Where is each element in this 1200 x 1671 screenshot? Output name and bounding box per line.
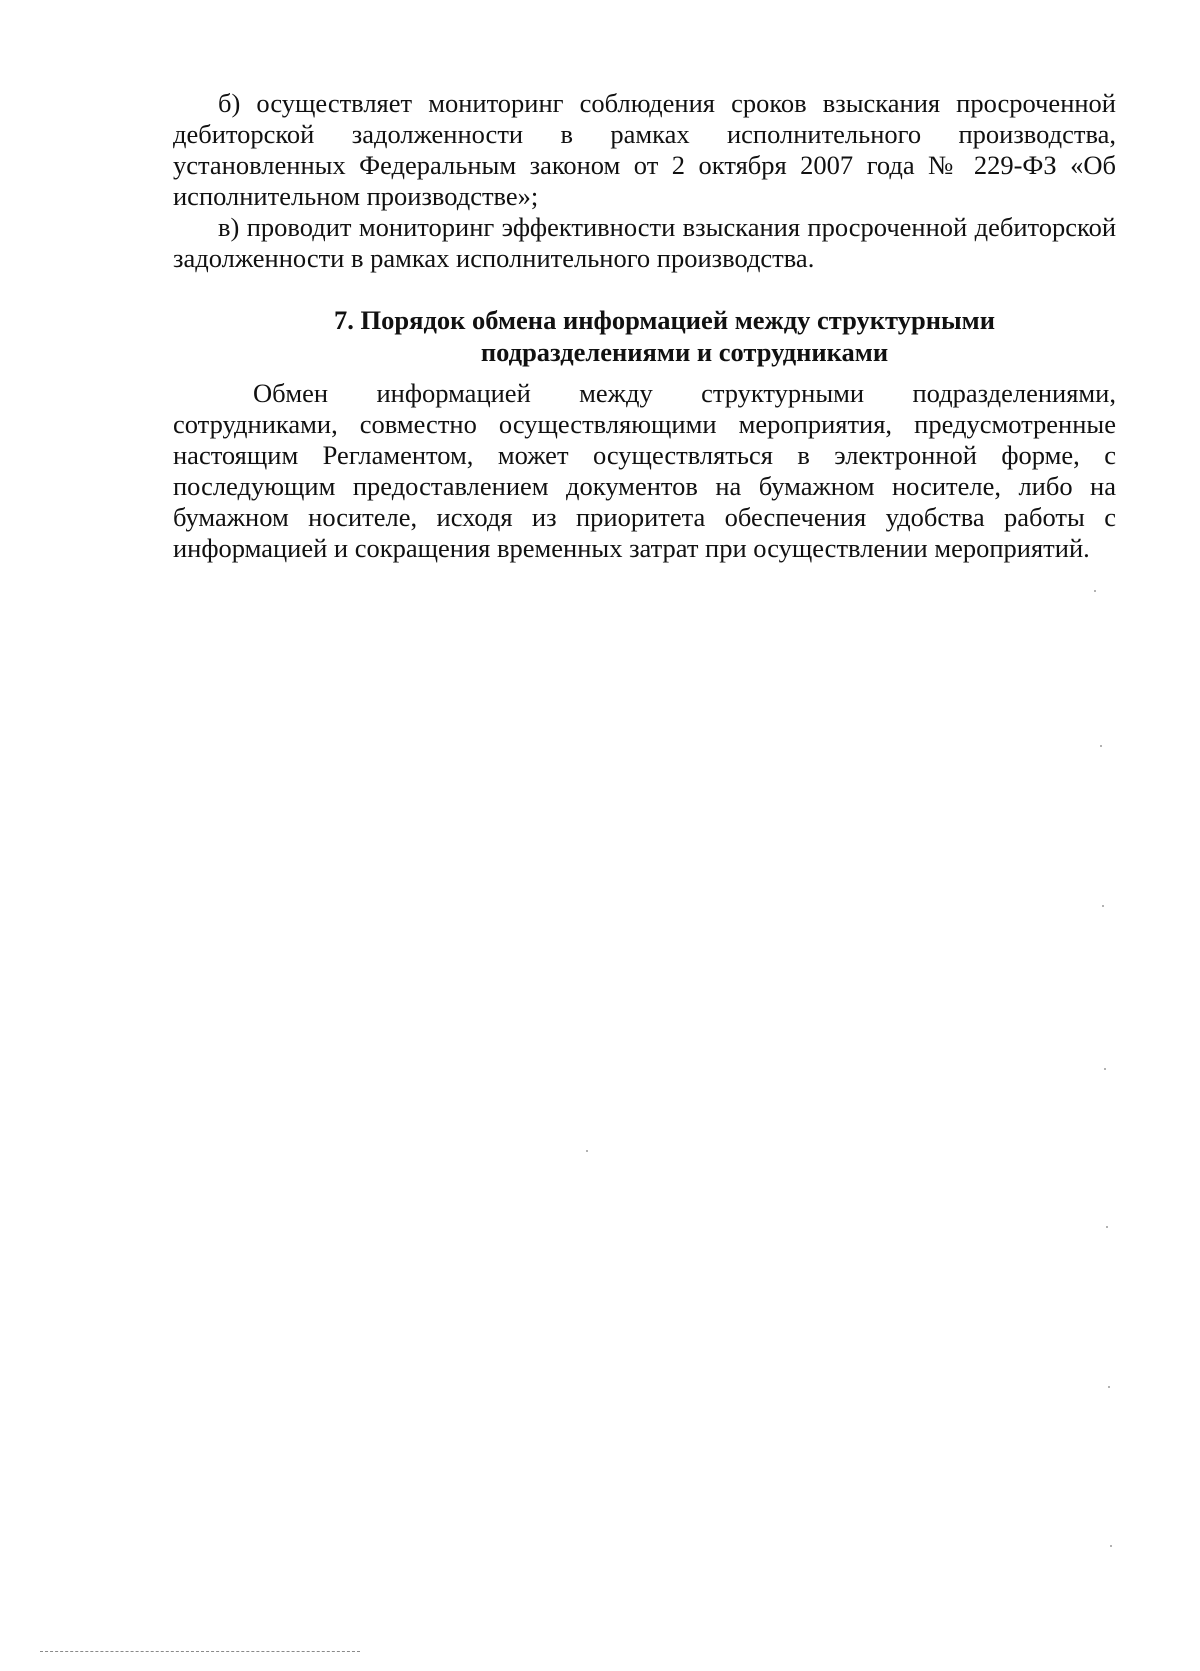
section-heading-line-1: 7. Порядок обмена информацией между структурными (334, 305, 995, 335)
scan-speck (586, 1150, 588, 1152)
section-heading (173, 304, 1116, 368)
bottom-rule (40, 1651, 360, 1652)
scan-speck (1106, 1226, 1108, 1228)
paragraph-information-exchange: Обмен информацией между структурными подразделениями, сотрудниками, совместно осуществляющими мероприятия, предусмотренные настоящим Регламентом, может осуществляться в электронной форме, с последующим предоставлением документов на бумажном носителе, либо на бумажном носителе, исходя из приоритета обеспечения удобства работы с информацией и сокращения временных затрат при осуществлении мероприятий. (173, 378, 1116, 563)
section-heading-line-2: подразделениями и сотрудниками (480, 337, 889, 367)
scan-speck (1100, 745, 1102, 747)
paragraph-v: в) проводит мониторинг эффективности взыскания просроченной дебиторской задолженности в рамках исполнительного производства. (173, 212, 1116, 273)
scan-speck (1104, 1068, 1106, 1070)
scan-speck (1110, 1545, 1112, 1547)
paragraph-b: б) осуществляет мониторинг соблюдения сроков взыскания просроченной дебиторской задолженности в рамках исполнительного производства, установленных Федеральным законом от 2 октября 2007 года № 229-ФЗ «Об исполнительном производстве»; (173, 88, 1116, 211)
scan-speck (1108, 1386, 1110, 1388)
scan-speck (1102, 905, 1104, 907)
scan-speck (1094, 590, 1096, 592)
